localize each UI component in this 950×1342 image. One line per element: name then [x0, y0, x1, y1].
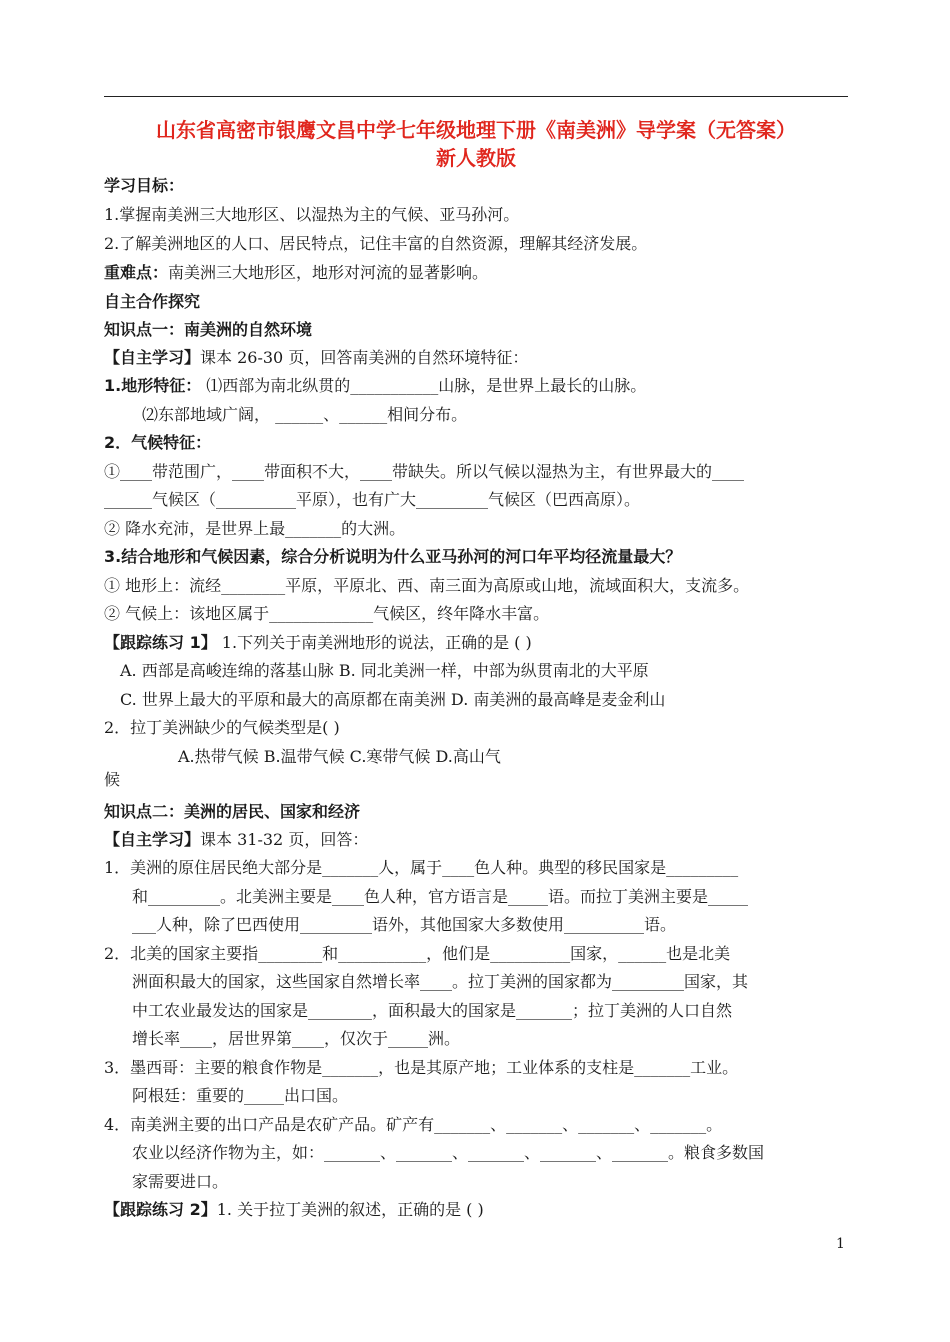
line-text: 4．南美洲主要的出口产品是农矿产品。矿产有_______、_______、_______、_______。	[104, 1115, 723, 1134]
text-line	[104, 547, 681, 567]
line-text: 家需要进口。	[132, 1172, 229, 1191]
text-line	[104, 376, 646, 396]
text-line	[104, 176, 184, 196]
line-text: ② 降水充沛，是世界上最_______的大洲。	[104, 519, 406, 538]
line-text: 1．美洲的原住居民绝大部分是_______人，属于____色人种。典型的移民国家是_________	[104, 858, 739, 877]
text-line	[178, 747, 501, 767]
text-line	[104, 234, 647, 254]
line-text: 2．拉丁美洲缺少的气候类型是( )	[104, 718, 340, 737]
line-text: 和_________。北美洲主要是____色人种，官方语言是_____语。而拉丁美洲主要是_____	[132, 887, 749, 906]
line-text: 候	[104, 770, 121, 789]
text-line	[104, 292, 200, 312]
text-line	[104, 519, 405, 539]
text-line	[104, 462, 744, 482]
text-line	[104, 633, 532, 653]
line-text: 1.掌握南美洲三大地形区、以湿热为主的气候、亚马孙河。	[104, 205, 520, 224]
bold-heading: 知识点一：南美洲的自然环境	[104, 320, 313, 339]
text-line	[104, 320, 312, 340]
text-line	[132, 915, 676, 935]
text-line	[132, 887, 748, 907]
text-line	[132, 1086, 348, 1106]
text-line	[104, 770, 120, 790]
document-subtitle: 新人教版	[436, 146, 516, 170]
bold-heading: 【跟踪练习 2】	[104, 1200, 217, 1219]
line-text: A.热带气候 B.温带气候 C.寒带气候 D.高山气	[178, 747, 501, 766]
line-text: 南美洲三大地形区，地形对河流的显著影响。	[168, 263, 489, 282]
line-text: 阿根廷：重要的_____出口国。	[132, 1086, 349, 1105]
text-line	[132, 1029, 460, 1049]
line-text: ① 地形上：流经________平原，平原北、西、南三面为高原或山地，流域面积大，支流多。	[104, 576, 750, 595]
bold-heading: 2．气候特征：	[104, 433, 212, 452]
line-text: 1.下列关于南美洲地形的说法，正确的是 ( )	[216, 633, 532, 652]
text-line	[132, 1172, 228, 1192]
text-line	[104, 604, 549, 624]
line-text: ①____带范围广，____带面积不大，____带缺失。所以气候以湿热为主，有世界最大的____	[104, 462, 745, 481]
text-line	[104, 858, 738, 878]
line-text: ______气候区（__________平原），也有广大_________气候区（巴西高原）。	[104, 490, 641, 509]
text-line	[104, 490, 640, 510]
header-rule	[104, 96, 848, 97]
line-text: ② 气候上：该地区属于_____________气候区，终年降水丰富。	[104, 604, 550, 623]
bold-heading: 知识点二：美洲的居民、国家和经济	[104, 802, 361, 821]
line-text: 2.了解美洲地区的人口、居民特点，记住丰富的自然资源，理解其经济发展。	[104, 234, 648, 253]
text-line	[104, 1058, 738, 1078]
line-text: C. 世界上最大的平原和最大的高原都在南美洲 D. 南美洲的最高峰是麦金利山	[120, 690, 666, 709]
bold-heading: 【跟踪练习 1】	[104, 633, 217, 652]
text-line	[104, 830, 368, 850]
bold-heading: 学习目标：	[104, 176, 185, 195]
line-text: 1. 关于拉丁美洲的叙述，正确的是 ( )	[216, 1200, 484, 1219]
bold-heading: 自主合作探究	[104, 292, 201, 311]
line-text: 农业以经济作物为主，如：_______、_______、_______、_______、_______。粮食多数国	[132, 1143, 765, 1162]
text-line	[104, 802, 360, 822]
page-number: 1	[836, 1236, 845, 1252]
bold-heading: 重难点：	[104, 263, 169, 282]
text-line	[120, 661, 649, 681]
line-text: ___人种，除了巴西使用_________语外，其他国家大多数使用__________语。	[132, 915, 677, 934]
text-line	[104, 263, 488, 283]
line-text: 课本 26-30 页，回答南美洲的自然环境特征：	[200, 348, 529, 367]
text-line	[132, 972, 748, 992]
text-line	[104, 433, 211, 453]
line-text: 3．墨西哥：主要的粮食作物是_______，也是其原产地；工业体系的支柱是_______工业。	[104, 1058, 739, 1077]
line-text: 课本 31-32 页，回答：	[200, 830, 369, 849]
line-text: 增长率____，居世界第____，仅次于_____洲。	[132, 1029, 461, 1048]
text-line	[142, 405, 467, 425]
bold-heading: 【自主学习】	[104, 830, 201, 849]
line-text: 洲面积最大的国家，这些国家自然增长率____。拉丁美洲的国家都为_________国家，其	[132, 972, 749, 991]
text-line	[132, 1143, 764, 1163]
text-line	[104, 205, 519, 225]
text-line	[132, 1001, 732, 1021]
text-line	[104, 718, 340, 738]
line-text: ⑵东部地域广阔， ______、______相间分布。	[142, 405, 468, 424]
text-line	[120, 690, 665, 710]
bold-heading: 3.结合地形和气候因素，综合分析说明为什么亚马孙河的河口年平均径流量最大？	[104, 547, 682, 566]
line-text: 中工农业最发达的国家是________，面积最大的国家是_______；拉丁美洲的人口自然	[132, 1001, 733, 1020]
bold-heading: 【自主学习】	[104, 348, 201, 367]
bold-heading: 1.地形特征：	[104, 376, 202, 395]
text-line	[104, 944, 730, 964]
text-line	[104, 348, 528, 368]
line-text: ⑴西部为南北纵贯的___________山脉，是世界上最长的山脉。	[201, 376, 647, 395]
text-line	[104, 576, 749, 596]
line-text: 2．北美的国家主要指________和___________，他们是__________国家，______也是北美	[104, 944, 731, 963]
text-line	[104, 1115, 722, 1135]
line-text: A. 西部是高峻连绵的落基山脉 B. 同北美洲一样，中部为纵贯南北的大平原	[120, 661, 649, 680]
text-line	[104, 1200, 484, 1220]
document-title: 山东省高密市银鹰文昌中学七年级地理下册《南美洲》导学案（无答案）	[156, 118, 796, 142]
